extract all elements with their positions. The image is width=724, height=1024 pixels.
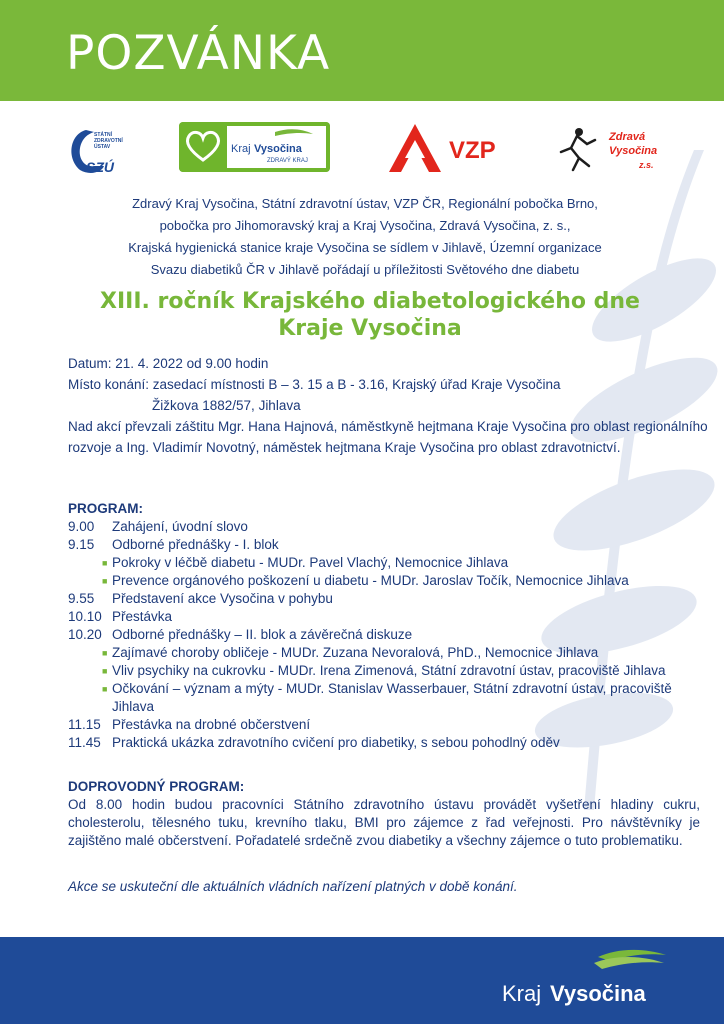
accompanying-program [68, 778, 700, 850]
header-banner [0, 0, 724, 101]
vzp-text: VZP [449, 137, 496, 164]
kv-sub-text: ZDRAVÝ KRAJ [267, 158, 308, 164]
program-row [68, 716, 708, 734]
bullet-icon: ■ [102, 648, 108, 658]
subitem-text: Pokroky v léčbě diabetu - MUDr. Pavel Vlachý, Nemocnice Jihlava [112, 555, 509, 570]
program-text: Praktická ukázka zdravotního cvičení pro diabetiky, s sebou pohodlný oděv [112, 735, 560, 750]
program-row [68, 590, 708, 608]
program-subitem [68, 554, 708, 572]
program-text: Odborné přednášky - I. blok [112, 537, 279, 552]
vzp-logo-icon [387, 120, 507, 176]
program-time: 11.45 [68, 735, 101, 750]
page-title: POZVÁNKA [66, 26, 331, 81]
program-time: 9.00 [68, 519, 95, 534]
bullet-icon: ■ [102, 666, 108, 676]
program-subitem [68, 680, 708, 716]
intro-line: Zdravý Kraj Vysočina, Státní zdravotní ústav, VZP ČR, Regionální pobočka Brno, [132, 196, 598, 211]
program-subitem [68, 662, 708, 680]
footer-vysocina-text: Vysočina [550, 981, 646, 1006]
zv-line1: Zdravá [609, 131, 646, 143]
partner-logos [0, 112, 724, 182]
program-row [68, 518, 708, 536]
intro-line: Krajská hygienická stanice kraje Vysočina se sídlem v Jihlavě, Územní organizace [128, 240, 602, 255]
bullet-icon: ■ [102, 558, 108, 568]
kraj-vysocina-zdravy-kraj-logo-icon [179, 122, 330, 172]
szu-line3: ÚSTAV [94, 144, 111, 150]
zv-line3: z.s. [639, 160, 654, 170]
zv-line2: Vysočina [609, 145, 658, 157]
accompanying-text: Od 8.00 hodin budou pracovníci Státního zdravotního ústavu provádět vyšetření hladiny cukru, cholesterolu, tělesného tuku, krevního tlaku, BMI pro zájemce z řad veřejnosti. Pro návštěvníky je zajištěno malé občerstvení. Pořadatelé srdečně zvou diabetiky a všechny zájemce o tuto problematiku. [68, 797, 700, 848]
program-subitem [68, 572, 708, 590]
program-time: 11.15 [68, 717, 101, 732]
program-row [68, 734, 708, 752]
headline-line: Kraje Vysočina [278, 316, 462, 341]
program-time: 9.55 [68, 591, 95, 606]
event-place: Místo konání: zasedací místnosti B – 3. 15 a B - 3.16, Krajský úřad Kraje Vysočina [68, 377, 561, 392]
subitem-text: Zajímavé choroby obličeje - MUDr. Zuzana Nevoralová, PhD., Nemocnice Jihlava [112, 645, 599, 660]
zdrava-vysocina-logo-icon [557, 122, 667, 178]
program-time: 9.15 [68, 537, 95, 552]
szu-line1: STÁTNÍ [94, 132, 113, 138]
footer-kraj-text: Kraj [502, 981, 542, 1006]
accompanying-title: DOPROVODNÝ PROGRAM: [68, 779, 245, 794]
event-patronage: Nad akcí převzali záštitu Mgr. Hana Hajnová, náměstkyně hejtmana Kraje Vysočina pro oblast regionálního rozvoje a Ing. Vladimír Novotný, náměstek hejtmana Kraje Vysočina pro oblast zdravotnictví. [68, 419, 708, 455]
program-title: PROGRAM: [68, 501, 143, 516]
program-row [68, 626, 708, 644]
subitem-text: Prevence orgánového poškození u diabetu - MUDr. Jaroslav Točík, Nemocnice Jihlava [112, 573, 629, 588]
program-text: Přestávka na drobné občerstvení [112, 717, 311, 732]
program-text: Odborné přednášky – II. blok a závěrečná diskuze [112, 627, 413, 642]
subitem-text: Očkování – význam a mýty - MUDr. Stanislav Wasserbauer, Státní zdravotní ústav, pracoviště Jihlava [112, 681, 672, 714]
szu-logo-icon [64, 122, 144, 178]
program-row [68, 536, 708, 554]
program-section [68, 500, 708, 752]
bullet-icon: ■ [102, 684, 108, 694]
bullet-icon: ■ [102, 576, 108, 586]
intro-line: Svazu diabetiků ČR v Jihlavě pořádají u příležitosti Světového dne diabetu [150, 262, 580, 277]
program-text: Přestávka [112, 609, 173, 624]
program-subitem [68, 644, 708, 662]
kv-vysocina-text: Vysočina [254, 143, 302, 155]
program-text: Zahájení, úvodní slovo [112, 519, 248, 534]
event-headline [60, 288, 680, 342]
program-text: Představení akce Vysočina v pohybu [112, 591, 333, 606]
program-row [68, 608, 708, 626]
szu-line2: ZDRAVOTNÍ [94, 138, 123, 144]
intro-line: pobočka pro Jihomoravský kraj a Kraj Vysočina, Zdravá Vysočina, z. s., [159, 218, 571, 233]
program-time: 10.10 [68, 609, 102, 624]
event-info [68, 353, 708, 458]
kv-kraj-text: Kraj [231, 143, 251, 155]
regulation-note: Akce se uskuteční dle aktuálních vládních nařízení platných v době konání. [68, 879, 518, 894]
subitem-text: Vliv psychiky na cukrovku - MUDr. Irena Zimenová, Státní zdravotní ústav, pracoviště Jihlava [112, 663, 666, 678]
program-time: 10.20 [68, 627, 102, 642]
event-date: Datum: 21. 4. 2022 od 9.00 hodin [68, 356, 269, 371]
headline-line: XIII. ročník Krajského diabetologického dne [100, 289, 640, 314]
event-address: Žižkova 1882/57, Jihlava [152, 398, 301, 413]
footer-banner [0, 937, 724, 1024]
organizers-intro [95, 193, 635, 281]
kraj-vysocina-footer-logo-icon [498, 943, 678, 1013]
szu-abbr: SZÚ [86, 159, 114, 175]
